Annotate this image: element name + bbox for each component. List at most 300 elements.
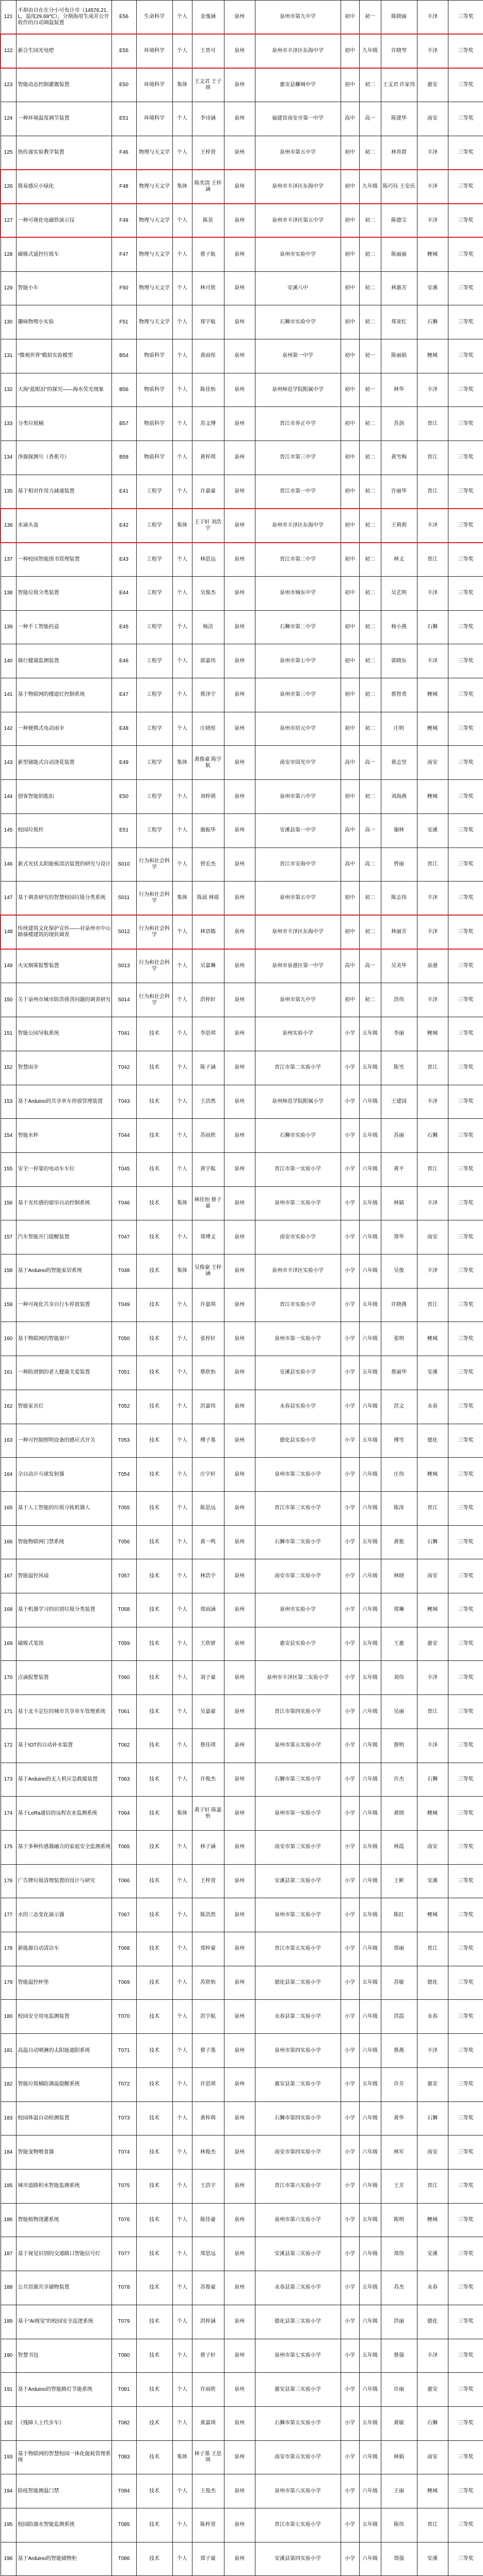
subject-cell: 技术 xyxy=(136,2440,172,2474)
level-cell: 三等奖 xyxy=(448,373,483,407)
stage-cell: 小学 xyxy=(341,1864,359,1898)
region-cell: 泉州 xyxy=(224,1322,255,1356)
work-title: 《残障人士代步车》 xyxy=(16,2406,111,2440)
subject-cell: 工程学 xyxy=(136,746,172,780)
table-row xyxy=(1,509,483,543)
level-cell: 三等奖 xyxy=(448,2305,483,2339)
row-number: 159 xyxy=(1,1288,16,1322)
author-cell: 王俊杰 xyxy=(192,2474,224,2508)
row-number: 126 xyxy=(1,170,16,204)
type-cell: 个人 xyxy=(172,1525,192,1559)
grade-cell: 初二 xyxy=(359,576,381,610)
grade-cell: 六年级 xyxy=(359,1797,381,1831)
level-cell: 三等奖 xyxy=(448,1864,483,1898)
level-cell: 三等奖 xyxy=(448,1830,483,1864)
school-cell: 晋江市实验小学 xyxy=(255,1288,341,1322)
work-title: 新合生园光电吧 xyxy=(16,34,111,68)
district-cell: 鲤城 xyxy=(417,678,448,712)
grade-cell: 六年级 xyxy=(359,2034,381,2068)
school-cell: 石狮市第三实验小学 xyxy=(255,1763,341,1797)
stage-cell: 小学 xyxy=(341,2203,359,2237)
author-cell: 郑梓豪 xyxy=(192,1932,224,1966)
teacher-cell: 陈德宝 xyxy=(381,204,417,238)
type-cell: 个人 xyxy=(172,2203,192,2237)
author-cell: 吴俊豪 王梓涵 xyxy=(192,1254,224,1289)
level-cell: 三等奖 xyxy=(448,34,483,68)
region-cell: 泉州 xyxy=(224,610,255,644)
stage-cell: 初中 xyxy=(341,441,359,475)
work-title: 一种可视化电磁铁演示仪 xyxy=(16,204,111,238)
district-cell: 南安 xyxy=(417,102,448,136)
table-row xyxy=(1,1186,483,1220)
work-code: T057 xyxy=(111,1559,136,1593)
table-row xyxy=(1,1797,483,1831)
work-title: 基于人工智能的垃圾分拣机器人 xyxy=(16,1491,111,1525)
work-code: E55 xyxy=(111,34,136,68)
region-cell: 泉州 xyxy=(224,136,255,170)
work-code: E49 xyxy=(111,746,136,780)
school-cell: 泉州市第九中学 xyxy=(255,983,341,1017)
grade-cell: 五年级 xyxy=(359,2067,381,2101)
author-cell: 黄雨彤 xyxy=(192,339,224,373)
row-number: 157 xyxy=(1,1220,16,1254)
level-cell: 三等奖 xyxy=(448,2237,483,2271)
level-cell: 三等奖 xyxy=(448,1458,483,1492)
level-cell: 三等奖 xyxy=(448,2000,483,2034)
district-cell: 惠安 xyxy=(417,68,448,102)
level-cell: 三等奖 xyxy=(448,1763,483,1797)
author-cell: 郑子豪 xyxy=(192,2542,224,2576)
stage-cell: 初中 xyxy=(341,305,359,339)
row-number: 122 xyxy=(1,34,16,68)
district-cell: 丰泽 xyxy=(417,1254,448,1289)
stage-cell: 小学 xyxy=(341,2305,359,2339)
table-row xyxy=(1,712,483,746)
work-title: 磁吸式遥控垃圾车 xyxy=(16,237,111,271)
school-cell: 晋江市安海中学 xyxy=(255,847,341,882)
region-cell: 泉州 xyxy=(224,1119,255,1153)
author-cell: 蔡泽宇 xyxy=(192,678,224,712)
stage-cell: 小学 xyxy=(341,1627,359,1661)
district-cell: 晋江 xyxy=(417,1152,448,1186)
district-cell: 丰泽 xyxy=(417,2034,448,2068)
table-row xyxy=(1,1830,483,1864)
row-number: 175 xyxy=(1,1830,16,1864)
table-body xyxy=(1,1,483,2576)
teacher-cell: 王莉莉 xyxy=(381,509,417,543)
grade-cell: 五年级 xyxy=(359,1186,381,1220)
type-cell: 集体 xyxy=(172,68,192,102)
grade-cell: 六年级 xyxy=(359,2474,381,2508)
type-cell: 集体 xyxy=(172,882,192,916)
region-cell: 泉州 xyxy=(224,2135,255,2170)
row-number: 135 xyxy=(1,475,16,509)
work-title: 水的三态变化演示器 xyxy=(16,1898,111,1932)
table-row xyxy=(1,543,483,577)
author-cell: 王梓萱 xyxy=(192,136,224,170)
subject-cell: 技术 xyxy=(136,1898,172,1932)
grade-cell: 高一 xyxy=(359,746,381,780)
district-cell: 晋江 xyxy=(417,441,448,475)
level-cell: 三等奖 xyxy=(448,2101,483,2135)
row-number: 167 xyxy=(1,1559,16,1593)
author-cell: 陈佳豪 xyxy=(192,2203,224,2237)
stage-cell: 初中 xyxy=(341,509,359,543)
district-cell: 丰泽 xyxy=(417,373,448,407)
work-code: T072 xyxy=(111,2067,136,2101)
region-cell: 泉州 xyxy=(224,1966,255,2000)
region-cell: 泉州 xyxy=(224,915,255,949)
table-row xyxy=(1,2135,483,2170)
grade-cell: 六年级 xyxy=(359,2440,381,2474)
table-row xyxy=(1,2440,483,2474)
school-cell: 德化县实验小学 xyxy=(255,1424,341,1458)
school-cell: 南安市第二实验小学 xyxy=(255,1559,341,1593)
grade-cell: 初一 xyxy=(359,373,381,407)
type-cell: 个人 xyxy=(172,712,192,746)
school-cell: 泉州市第一实验小学 xyxy=(255,1322,341,1356)
type-cell: 个人 xyxy=(172,2101,192,2135)
row-number: 121 xyxy=(1,1,16,35)
grade-cell: 初二 xyxy=(359,644,381,678)
table-row xyxy=(1,1627,483,1661)
district-cell: 泉港 xyxy=(417,949,448,983)
subject-cell: 行为和社会科学 xyxy=(136,915,172,949)
school-cell: 晋江市第三中学 xyxy=(255,441,341,475)
district-cell: 石狮 xyxy=(417,1119,448,1153)
region-cell: 泉州 xyxy=(224,2203,255,2237)
school-cell: 南安市第五实验小学 xyxy=(255,2440,341,2474)
region-cell: 泉州 xyxy=(224,1390,255,1424)
stage-cell: 小学 xyxy=(341,1254,359,1289)
subject-cell: 技术 xyxy=(136,1830,172,1864)
subject-cell: 技术 xyxy=(136,2508,172,2542)
grade-cell: 六年级 xyxy=(359,1559,381,1593)
row-number: 168 xyxy=(1,1593,16,1627)
region-cell: 泉州 xyxy=(224,271,255,305)
district-cell: 惠安 xyxy=(417,2373,448,2407)
region-cell: 泉州 xyxy=(224,1220,255,1254)
author-cell: 许俊杰 xyxy=(192,1763,224,1797)
school-cell: 泉州师范学院附属中学 xyxy=(255,373,341,407)
level-cell: 三等奖 xyxy=(448,813,483,847)
region-cell: 泉州 xyxy=(224,1864,255,1898)
work-code: T063 xyxy=(111,1763,136,1797)
grade-cell: 六年级 xyxy=(359,1932,381,1966)
district-cell: 丰泽 xyxy=(417,915,448,949)
work-title: 智慧雨伞 xyxy=(16,1051,111,1085)
teacher-cell: 林晓 xyxy=(381,1559,417,1593)
subject-cell: 技术 xyxy=(136,2067,172,2101)
work-code: T064 xyxy=(111,1797,136,1831)
stage-cell: 初中 xyxy=(341,712,359,746)
region-cell: 泉州 xyxy=(224,1932,255,1966)
teacher-cell: 郭晓东 xyxy=(381,644,417,678)
school-cell: 福建省南安市第一中学 xyxy=(255,102,341,136)
school-cell: 泉州市第五中学 xyxy=(255,136,341,170)
level-cell: 三等奖 xyxy=(448,1593,483,1627)
stage-cell: 初中 xyxy=(341,475,359,509)
author-cell: 林语嫣 xyxy=(192,915,224,949)
subject-cell: 技术 xyxy=(136,1220,172,1254)
subject-cell: 物理与天文学 xyxy=(136,170,172,204)
region-cell: 泉州 xyxy=(224,373,255,407)
stage-cell: 小学 xyxy=(341,1390,359,1424)
row-number: 183 xyxy=(1,2101,16,2135)
row-number: 141 xyxy=(1,678,16,712)
row-number: 173 xyxy=(1,1763,16,1797)
table-row xyxy=(1,576,483,610)
teacher-cell: 林霞 xyxy=(381,1830,417,1864)
row-number: 192 xyxy=(1,2406,16,2440)
region-cell: 泉州 xyxy=(224,1661,255,1695)
level-cell: 三等奖 xyxy=(448,1966,483,2000)
row-number: 144 xyxy=(1,780,16,814)
work-title: 一种便携式电动雨伞 xyxy=(16,712,111,746)
district-cell: 安溪 xyxy=(417,1864,448,1898)
teacher-cell: 黄艳 xyxy=(381,1525,417,1559)
subject-cell: 环境科学 xyxy=(136,68,172,102)
school-cell: 泉州市丰泽区东海中学 xyxy=(255,915,341,949)
district-cell: 丰泽 xyxy=(417,1,448,35)
work-code: T055 xyxy=(111,1491,136,1525)
district-cell: 鲤城 xyxy=(417,712,448,746)
subject-cell: 技术 xyxy=(136,1729,172,1763)
school-cell: 石狮市第五实验小学 xyxy=(255,2406,341,2440)
subject-cell: 技术 xyxy=(136,1017,172,1051)
subject-cell: 技术 xyxy=(136,1390,172,1424)
grade-cell: 初二 xyxy=(359,712,381,746)
grade-cell: 五年级 xyxy=(359,2406,381,2440)
stage-cell: 小学 xyxy=(341,1593,359,1627)
type-cell: 个人 xyxy=(172,2237,192,2271)
type-cell: 个人 xyxy=(172,475,192,509)
district-cell: 安溪 xyxy=(417,813,448,847)
work-title: 骑行健康监测装置 xyxy=(16,644,111,678)
district-cell: 安溪 xyxy=(417,271,448,305)
teacher-cell: 吴俊 xyxy=(381,1254,417,1289)
type-cell: 个人 xyxy=(172,1627,192,1661)
subject-cell: 行为和社会科学 xyxy=(136,847,172,882)
work-title: 城市道路积水智能监测系统 xyxy=(16,2170,111,2204)
teacher-cell: 郑强 xyxy=(381,2542,417,2576)
author-cell: 王欣妍 xyxy=(192,1627,224,1661)
type-cell: 集体 xyxy=(172,2440,192,2474)
level-cell: 三等奖 xyxy=(448,1932,483,1966)
type-cell: 集体 xyxy=(172,170,192,204)
stage-cell: 小学 xyxy=(341,1491,359,1525)
table-row xyxy=(1,983,483,1017)
grade-cell: 六年级 xyxy=(359,2373,381,2407)
work-title: 智能垃圾分类装置 xyxy=(16,576,111,610)
table-row xyxy=(1,746,483,780)
author-cell: 吴嘉琳 xyxy=(192,949,224,983)
type-cell: 个人 xyxy=(172,1559,192,1593)
table-row xyxy=(1,2373,483,2407)
district-cell: 南安 xyxy=(417,1220,448,1254)
table-row xyxy=(1,441,483,475)
row-number: 190 xyxy=(1,2339,16,2373)
teacher-cell: 郑亚红 xyxy=(381,305,417,339)
type-cell: 个人 xyxy=(172,949,192,983)
teacher-cell: 王彬 xyxy=(381,1864,417,1898)
work-title: 一种环境温度调节装置 xyxy=(16,102,111,136)
grade-cell: 六年级 xyxy=(359,1458,381,1492)
level-cell: 三等奖 xyxy=(448,237,483,271)
district-cell: 永春 xyxy=(417,2271,448,2305)
table-row xyxy=(1,949,483,983)
work-code: T071 xyxy=(111,2034,136,2068)
teacher-cell: 林育群 xyxy=(381,136,417,170)
type-cell: 个人 xyxy=(172,1932,192,1966)
level-cell: 三等奖 xyxy=(448,1220,483,1254)
school-cell: 泉州市城东中学 xyxy=(255,576,341,610)
table-row xyxy=(1,2237,483,2271)
teacher-cell: 杨小燕 xyxy=(381,610,417,644)
author-cell: 郑宇航 xyxy=(192,305,224,339)
level-cell: 三等奖 xyxy=(448,2170,483,2204)
type-cell: 个人 xyxy=(172,1356,192,1390)
row-number: 148 xyxy=(1,915,16,949)
teacher-cell: 蔡强 xyxy=(381,2339,417,2373)
work-title: 不却由自在在分小可布计市（14576.21.L，温度29.69℃），分割海用生成并公开收作的自动调温装置 xyxy=(16,1,111,35)
row-number: 153 xyxy=(1,1085,16,1119)
level-cell: 三等奖 xyxy=(448,678,483,712)
work-code: S014 xyxy=(111,983,136,1017)
level-cell: 三等奖 xyxy=(448,1695,483,1729)
row-number: 189 xyxy=(1,2305,16,2339)
region-cell: 泉州 xyxy=(224,2101,255,2135)
stage-cell: 高中 xyxy=(341,949,359,983)
grade-cell: 初二 xyxy=(359,915,381,949)
table-row xyxy=(1,2305,483,2339)
work-title: 磁吸式笔筒 xyxy=(16,1627,111,1661)
work-code: F48 xyxy=(111,170,136,204)
stage-cell: 小学 xyxy=(341,1695,359,1729)
stage-cell: 小学 xyxy=(341,1525,359,1559)
region-cell: 泉州 xyxy=(224,576,255,610)
grade-cell: 六年级 xyxy=(359,2542,381,2576)
work-title: 基于Arduino的共享单车停放管理装置 xyxy=(16,1085,111,1119)
region-cell: 泉州 xyxy=(224,1763,255,1797)
school-cell: 晋江市养正中学 xyxy=(255,407,341,441)
stage-cell: 高中 xyxy=(341,746,359,780)
stage-cell: 初中 xyxy=(341,1,359,35)
subject-cell: 生命科学 xyxy=(136,1,172,35)
region-cell: 泉州 xyxy=(224,678,255,712)
work-code: T077 xyxy=(111,2237,136,2271)
type-cell: 个人 xyxy=(172,237,192,271)
work-code: B54 xyxy=(111,339,136,373)
school-cell: 泉州市实验中学 xyxy=(255,237,341,271)
work-code: T079 xyxy=(111,2305,136,2339)
subject-cell: 行为和社会科学 xyxy=(136,983,172,1017)
subject-cell: 技术 xyxy=(136,2135,172,2170)
district-cell: 南安 xyxy=(417,1559,448,1593)
stage-cell: 小学 xyxy=(341,2000,359,2034)
region-cell: 泉州 xyxy=(224,1898,255,1932)
type-cell: 个人 xyxy=(172,2339,192,2373)
row-number: 163 xyxy=(1,1424,16,1458)
stage-cell: 小学 xyxy=(341,1729,359,1763)
school-cell: 泉州市第一实验小学 xyxy=(255,1797,341,1831)
stage-cell: 小学 xyxy=(341,2034,359,2068)
region-cell: 泉州 xyxy=(224,1627,255,1661)
work-code: T052 xyxy=(111,1390,136,1424)
author-cell: 郑雨涵 xyxy=(192,1593,224,1627)
grade-cell: 六年级 xyxy=(359,1085,381,1119)
level-cell: 三等奖 xyxy=(448,746,483,780)
district-cell: 丰泽 xyxy=(417,34,448,68)
region-cell: 泉州 xyxy=(224,882,255,916)
type-cell: 个人 xyxy=(172,1288,192,1322)
work-title: 基于视觉识别的交通路口智能信号灯 xyxy=(16,2237,111,2271)
type-cell: 集体 xyxy=(172,1186,192,1220)
type-cell: 个人 xyxy=(172,373,192,407)
teacher-cell: 陈建华 xyxy=(381,102,417,136)
work-title: 校园防溺水智能监测系统 xyxy=(16,2508,111,2542)
school-cell: 安溪八中 xyxy=(255,271,341,305)
stage-cell: 小学 xyxy=(341,1322,359,1356)
author-cell: 蔡子航 xyxy=(192,237,224,271)
level-cell: 三等奖 xyxy=(448,2406,483,2440)
school-cell: 晋江市第一中学 xyxy=(255,475,341,509)
type-cell: 个人 xyxy=(172,1898,192,1932)
level-cell: 三等奖 xyxy=(448,1085,483,1119)
row-number: 179 xyxy=(1,1966,16,2000)
stage-cell: 小学 xyxy=(341,1830,359,1864)
district-cell: 晋江 xyxy=(417,1695,448,1729)
type-cell: 个人 xyxy=(172,1424,192,1458)
type-cell: 个人 xyxy=(172,610,192,644)
row-number: 174 xyxy=(1,1797,16,1831)
level-cell: 三等奖 xyxy=(448,2067,483,2101)
stage-cell: 小学 xyxy=(341,1220,359,1254)
row-number: 171 xyxy=(1,1695,16,1729)
region-cell: 泉州 xyxy=(224,2067,255,2101)
teacher-cell: 陈红 xyxy=(381,1898,417,1932)
region-cell: 泉州 xyxy=(224,305,255,339)
teacher-cell: 许丽 xyxy=(381,2373,417,2407)
work-code: F47 xyxy=(111,237,136,271)
district-cell: 永春 xyxy=(417,1390,448,1424)
author-cell: 林佳怡 蔡子豪 xyxy=(192,1186,224,1220)
table-row xyxy=(1,2406,483,2440)
subject-cell: 技术 xyxy=(136,1186,172,1220)
work-title: 智能温控风扇 xyxy=(16,1559,111,1593)
grade-cell: 五年级 xyxy=(359,2203,381,2237)
district-cell: 安溪 xyxy=(417,2542,448,2576)
level-cell: 三等奖 xyxy=(448,68,483,102)
type-cell: 个人 xyxy=(172,1695,192,1729)
school-cell: 泉州市丰泽区第五中学 xyxy=(255,204,341,238)
type-cell: 个人 xyxy=(172,1593,192,1627)
level-cell: 三等奖 xyxy=(448,1356,483,1390)
level-cell: 三等奖 xyxy=(448,576,483,610)
district-cell: 丰泽 xyxy=(417,983,448,1017)
table-row xyxy=(1,1661,483,1695)
work-code: T070 xyxy=(111,2000,136,2034)
subject-cell: 技术 xyxy=(136,1491,172,1525)
region-cell: 泉州 xyxy=(224,1051,255,1085)
type-cell: 个人 xyxy=(172,1458,192,1492)
work-title: 水滴头盔 xyxy=(16,509,111,543)
grade-cell: 六年级 xyxy=(359,2000,381,2034)
subject-cell: 技术 xyxy=(136,2271,172,2305)
teacher-cell: 陈丽娟 xyxy=(381,339,417,373)
stage-cell: 小学 xyxy=(341,1356,359,1390)
region-cell: 泉州 xyxy=(224,2440,255,2474)
